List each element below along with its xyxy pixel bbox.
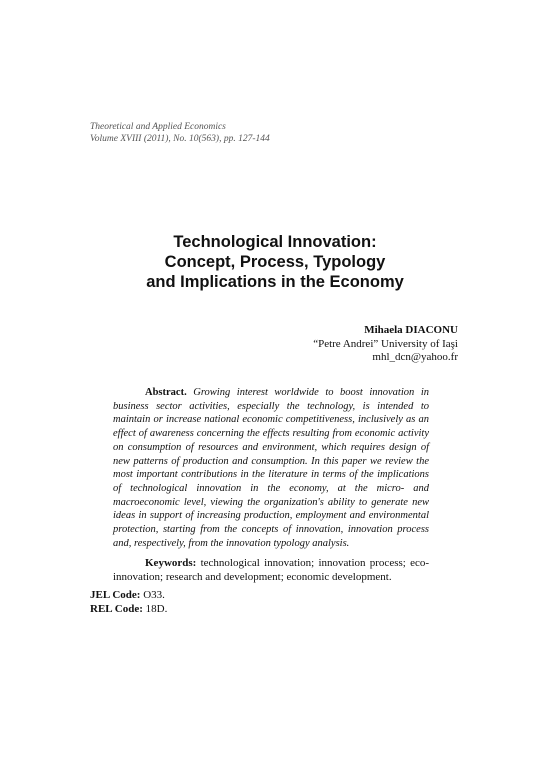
author-email: mhl_dcn@yahoo.fr <box>372 351 458 363</box>
author-block <box>313 324 458 365</box>
rel-code-value: 18D. <box>145 603 168 615</box>
journal-name: Theoretical and Applied Economics <box>90 122 226 132</box>
title-line-3: and Implications in the Economy <box>146 273 404 291</box>
jel-code-value: O33. <box>143 589 165 601</box>
journal-volume: Volume XVIII (2011), No. 10(563), pp. 127-144 <box>90 134 270 144</box>
title-line-2: Concept, Process, Typology <box>164 253 386 271</box>
keywords <box>113 556 429 584</box>
keywords-text: technological innovation; innovation process; eco-innovation; research and development; economic development. <box>113 557 430 583</box>
keywords-label: Keywords: <box>145 557 197 569</box>
abstract <box>113 386 429 550</box>
abstract-label: Abstract. <box>145 387 187 398</box>
classification-codes <box>90 588 167 616</box>
jel-code <box>90 588 167 602</box>
paper-title <box>0 232 550 292</box>
abstract-text: Growing interest worldwide to boost innovation in business sector activities, especially the technology, is intended to maintain or increase national economic competitiveness, inclusively as an effect of awareness concerning the effects resulting from economic activity on consumption of resources and environment, which requires design of new patterns of production and consumption. In this paper we review the most important contributions in the literature in terms of the implications of technological innovation in the economy, at the micro- and macroeconomic level, viewing the organization's ability to generate new ideas in support of increasing production, employment and environmental protection, starting from the concepts of innovation, innovation process and, respectively, from the innovation typology analysis. <box>113 387 429 549</box>
title-line-1: Technological Innovation: <box>173 233 377 251</box>
rel-code-label: REL Code: <box>90 603 143 615</box>
jel-code-label: JEL Code: <box>90 589 141 601</box>
rel-code <box>90 602 167 616</box>
author-name: Mihaela DIACONU <box>364 324 458 336</box>
author-affiliation: “Petre Andrei” University of Iaşi <box>313 337 458 350</box>
journal-header <box>90 121 270 145</box>
